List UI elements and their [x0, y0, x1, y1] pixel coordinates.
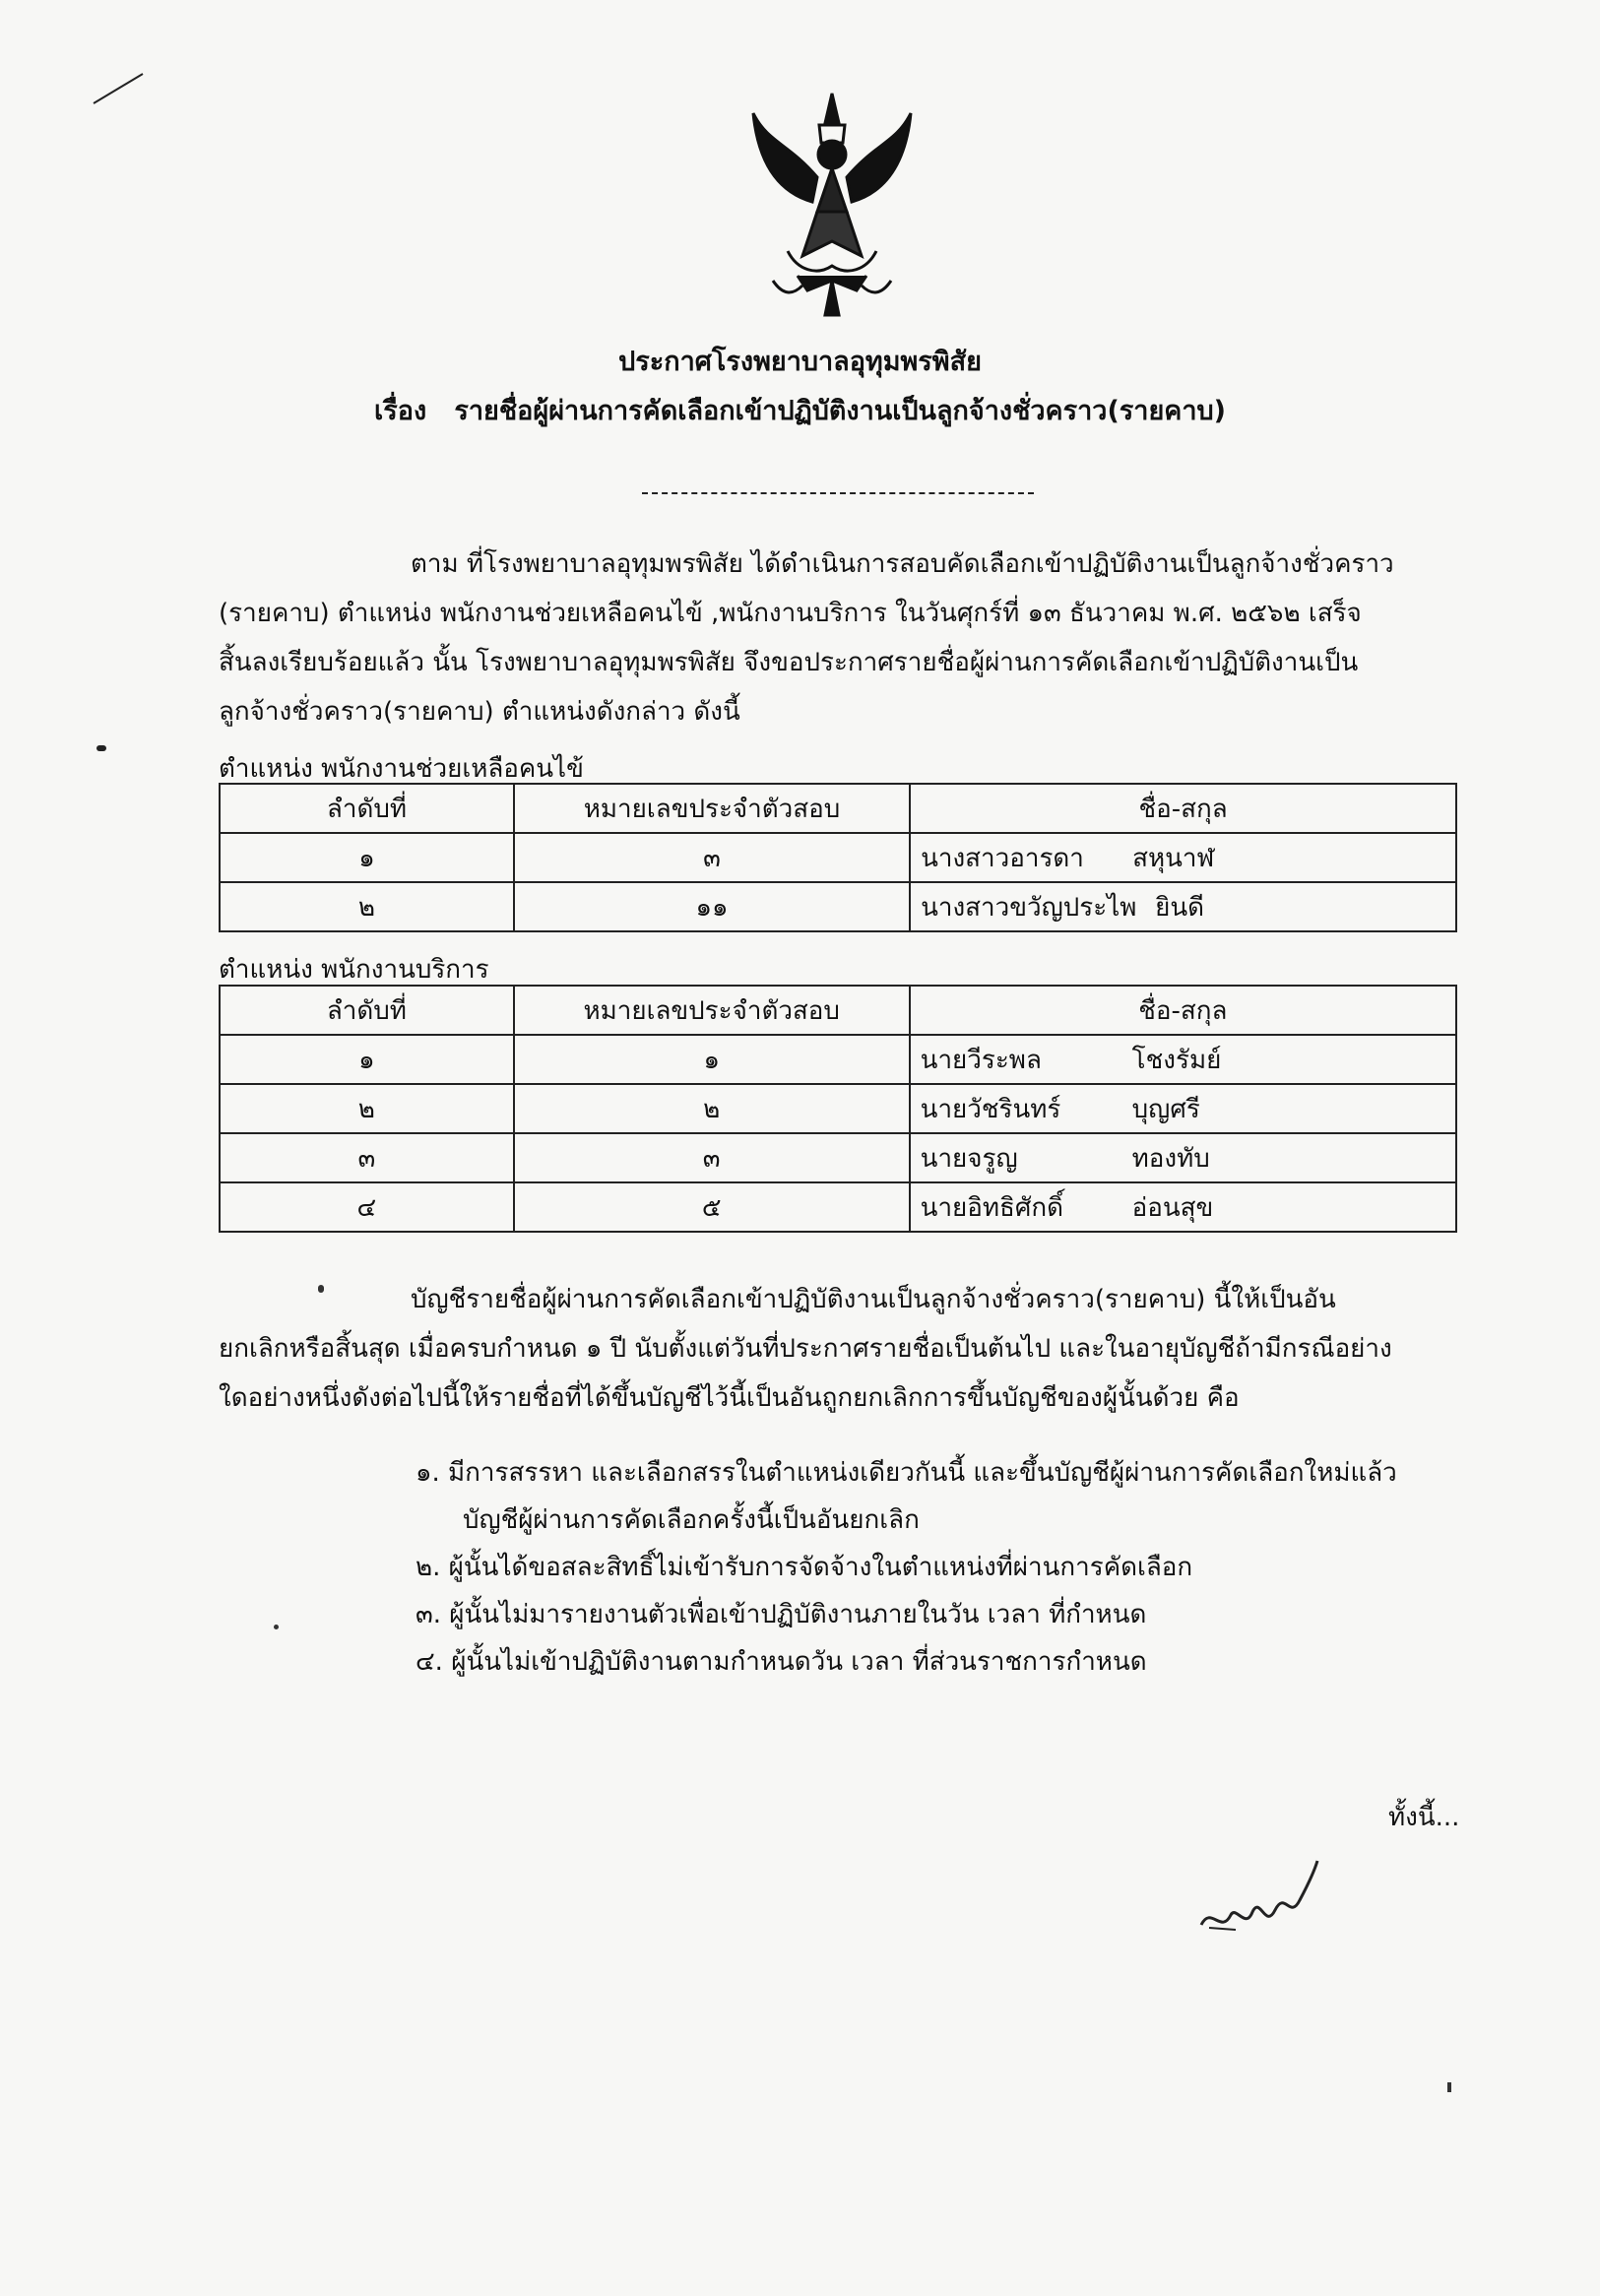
position1-label: ตำแหน่ง พนักงานช่วยเหลือคนไข้ [219, 754, 584, 784]
closing-text: ทั้งนี้... [1388, 1803, 1460, 1832]
condition-item-continued: บัญชีผู้ผ่านการคัดเลือกครั้งนี้เป็นอันยกเลิก [463, 1505, 920, 1535]
scan-mark [274, 1625, 279, 1629]
name-cell [910, 1084, 1456, 1133]
condition-item: ๒. ผู้นั้นได้ขอสละสิทธิ์ไม่เข้ารับการจัดจ้างในตำแหน่งที่ผ่านการคัดเลือก [416, 1553, 1193, 1582]
table-row [220, 882, 1456, 931]
table-row [220, 1133, 1456, 1182]
exam-id-cell: ๒ [514, 1084, 910, 1133]
name-cell [910, 1035, 1456, 1084]
conditions-list [416, 1449, 1397, 1686]
exam-id-cell: ๑ [514, 1035, 910, 1084]
first-name: นางสาวขวัญประไพ [921, 892, 1137, 923]
col-header-order: ลำดับที่ [220, 784, 514, 833]
first-name: นายจรูญ [920, 1143, 1018, 1174]
exam-id-cell: ๕ [514, 1182, 910, 1232]
scan-mark [96, 745, 106, 751]
scan-mark [1447, 2082, 1451, 2092]
table-row [220, 1035, 1456, 1084]
first-name: นางสาวอารดา [921, 843, 1084, 873]
exam-id-cell: ๓ [514, 833, 910, 882]
last-name: ทองทับ [1131, 1143, 1210, 1174]
col-header-name: ชื่อ-สกุล [910, 784, 1456, 833]
order-cell: ๒ [220, 1084, 514, 1133]
first-name: นายอิทธิศักดิ์ [920, 1192, 1064, 1223]
intro-line: ลูกจ้างชั่วคราว(รายคาบ) ตำแหน่งดังกล่าว ดังนี้ [219, 697, 740, 727]
intro-paragraph [219, 540, 1459, 736]
col-header-exam-id: หมายเลขประจำตัวสอบ [514, 986, 910, 1035]
validity-line: ยกเลิกหรือสิ้นสุด เมื่อครบกำหนด ๑ ปี นับตั้งแต่วันที่ประกาศรายชื่อเป็นต้นไป และในอายุบัญชีถ้ามีกรณีอย่าง [219, 1334, 1392, 1364]
handwritten-signature [1191, 1851, 1329, 1949]
last-name: บุญศรี [1131, 1094, 1200, 1124]
intro-line: สิ้นลงเรียบร้อยแล้ว นั้น โรงพยาบาลอุทุมพรพิสัย จึงขอประกาศรายชื่อผู้ผ่านการคัดเลือกเข้าปฏิบัติงานเป็น [219, 648, 1359, 677]
last-name: อ่อนสุข [1131, 1192, 1214, 1223]
garuda-emblem-icon [748, 84, 916, 330]
exam-id-cell: ๑๑ [514, 882, 910, 931]
position2-label: ตำแหน่ง พนักงานบริการ [219, 955, 489, 985]
announcement-subject [0, 389, 1600, 431]
validity-paragraph [219, 1275, 1459, 1423]
scan-mark [318, 1285, 324, 1293]
first-name: นายวัชรินทร์ [920, 1094, 1061, 1124]
name-cell [910, 833, 1456, 882]
first-name: นายวีระพล [920, 1045, 1042, 1075]
order-cell: ๒ [220, 882, 514, 931]
col-header-order: ลำดับที่ [220, 986, 514, 1035]
order-cell: ๔ [220, 1182, 514, 1232]
order-cell: ๑ [220, 1035, 514, 1084]
last-name: สหุนาฬ [1132, 843, 1215, 873]
subject-label: เรื่อง [374, 396, 427, 426]
position2-table [219, 985, 1457, 1233]
name-cell [910, 1133, 1456, 1182]
condition-item: ๑. มีการสรรหา และเลือกสรรในตำแหน่งเดียวกันนี้ และขึ้นบัญชีผู้ผ่านการคัดเลือกใหม่แล้ว [416, 1458, 1397, 1488]
intro-line: (รายคาบ) ตำแหน่ง พนักงานช่วยเหลือคนไข้ ,พนักงานบริการ ในวันศุกร์ที่ ๑๓ ธันวาคม พ.ศ. ๒๕๖๒ เสร็จ [219, 599, 1362, 628]
name-cell [910, 1182, 1456, 1232]
validity-line: ใดอย่างหนึ่งดังต่อไปนี้ให้รายชื่อที่ได้ขึ้นบัญชีไว้นี้เป็นอันถูกยกเลิกการขึ้นบัญชีของผู้นั้นด้วย คือ [219, 1383, 1240, 1413]
condition-item: ๔. ผู้นั้นไม่เข้าปฏิบัติงานตามกำหนดวัน เวลา ที่ส่วนราชการกำหนด [416, 1647, 1147, 1677]
announcement-title: ประกาศโรงพยาบาลอุทุมพรพิสัย [618, 347, 982, 377]
condition-item: ๓. ผู้นั้นไม่มารายงานตัวเพื่อเข้าปฏิบัติงานภายในวัน เวลา ที่กำหนด [416, 1600, 1147, 1629]
validity-line: บัญชีรายชื่อผู้ผ่านการคัดเลือกเข้าปฏิบัติงานเป็นลูกจ้างชั่วคราว(รายคาบ) นี้ให้เป็นอัน [411, 1285, 1336, 1314]
position1-table [219, 783, 1457, 932]
table-row [220, 1084, 1456, 1133]
table-header-row [220, 784, 1456, 833]
scan-mark [89, 69, 148, 108]
col-header-exam-id: หมายเลขประจำตัวสอบ [514, 784, 910, 833]
table-header-row [220, 986, 1456, 1035]
order-cell: ๑ [220, 833, 514, 882]
table-row [220, 1182, 1456, 1232]
last-name: โชงรัมย์ [1131, 1045, 1222, 1075]
intro-line: ตาม ที่โรงพยาบาลอุทุมพรพิสัย ได้ดำเนินการสอบคัดเลือกเข้าปฏิบัติงานเป็นลูกจ้างชั่วคราว [411, 549, 1394, 579]
exam-id-cell: ๓ [514, 1133, 910, 1182]
last-name: ยินดี [1155, 892, 1205, 923]
subject-text: รายชื่อผู้ผ่านการคัดเลือกเข้าปฏิบัติงานเป็นลูกจ้างชั่วคราว(รายคาบ) [454, 396, 1226, 426]
title-divider [642, 492, 1034, 494]
order-cell: ๓ [220, 1133, 514, 1182]
col-header-name: ชื่อ-สกุล [910, 986, 1456, 1035]
name-cell [910, 882, 1456, 931]
table-row [220, 833, 1456, 882]
